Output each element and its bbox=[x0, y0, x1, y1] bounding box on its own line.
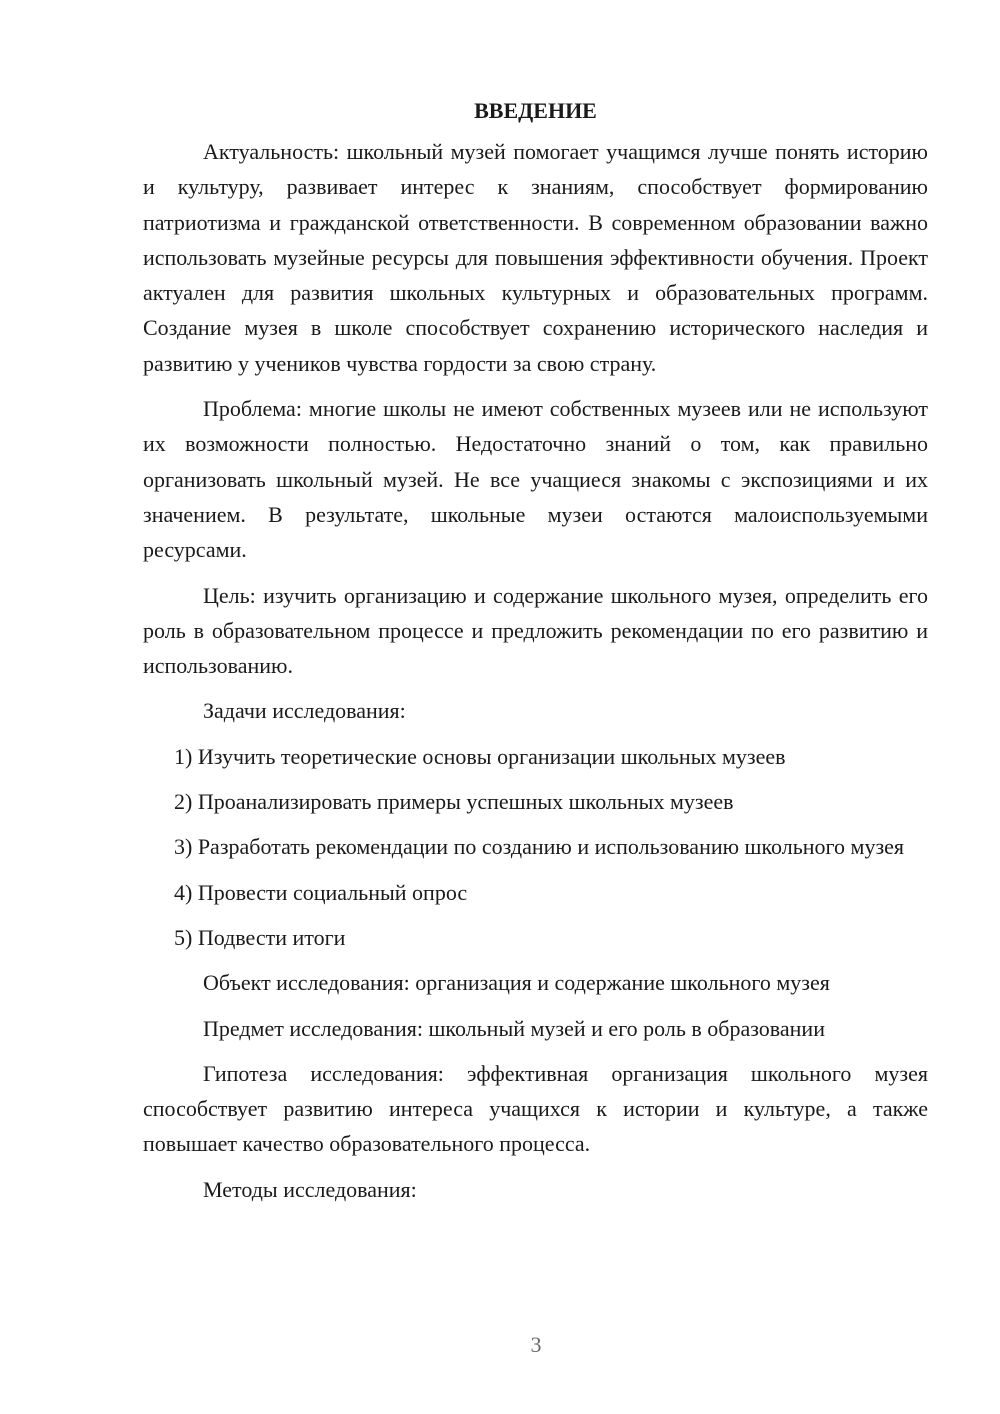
paragraph-problem: Проблема: многие школы не имеют собственных музеев или не используют их возможности полностью. Недостаточно знаний о том, как правильно организовать школьный музей. Не все учащиеся знакомы с экспозициями и их значением. В результате, школьные музеи остаются малоиспользуемыми ресурсами. bbox=[143, 396, 928, 563]
task-item-5: 5) Подвести итоги bbox=[174, 924, 346, 950]
paragraph-relevance: Актуальность: школьный музей помогает учащимся лучше понять историю и культуру, развивает интерес к знаниям, способствует формированию патриотизма и гражданской ответственности. В современном образовании важно использовать музейные ресурсы для повышения эффективности обучения. Проект актуален для развития школьных культурных и образовательных программ. Создание музея в школе способствует сохранению исторического наследия и развитию у учеников чувства гордости за свою страну. bbox=[143, 139, 928, 376]
paragraph-object: Объект исследования: организация и содержание школьного музея bbox=[203, 970, 830, 996]
paragraph-goal: Цель: изучить организацию и содержание школьного музея, определить его роль в образовательном процессе и предложить рекомендации по его развитию и использованию. bbox=[143, 582, 928, 679]
section-heading: ВВЕДЕНИЕ bbox=[474, 98, 597, 123]
paragraph-hypothesis: Гипотеза исследования: эффективная организация школьного музея способствует развитию интереса учащихся к истории и культуре, а также повышает качество образовательного процесса. bbox=[143, 1060, 928, 1157]
task-item-3: 3) Разработать рекомендации по созданию и использованию школьного музея bbox=[174, 834, 905, 860]
task-item-2: 2) Проанализировать примеры успешных школьных музеев bbox=[174, 789, 734, 815]
page-number: 3 bbox=[530, 1332, 542, 1357]
task-item-4: 4) Провести социальный опрос bbox=[174, 879, 468, 905]
document-page bbox=[143, 96, 928, 1217]
paragraph-tasks-intro: Задачи исследования: bbox=[203, 698, 406, 724]
paragraph-subject: Предмет исследования: школьный музей и его роль в образовании bbox=[203, 1015, 825, 1041]
task-item-1: 1) Изучить теоретические основы организации школьных музеев bbox=[174, 743, 786, 769]
paragraph-methods: Методы исследования: bbox=[203, 1176, 417, 1202]
